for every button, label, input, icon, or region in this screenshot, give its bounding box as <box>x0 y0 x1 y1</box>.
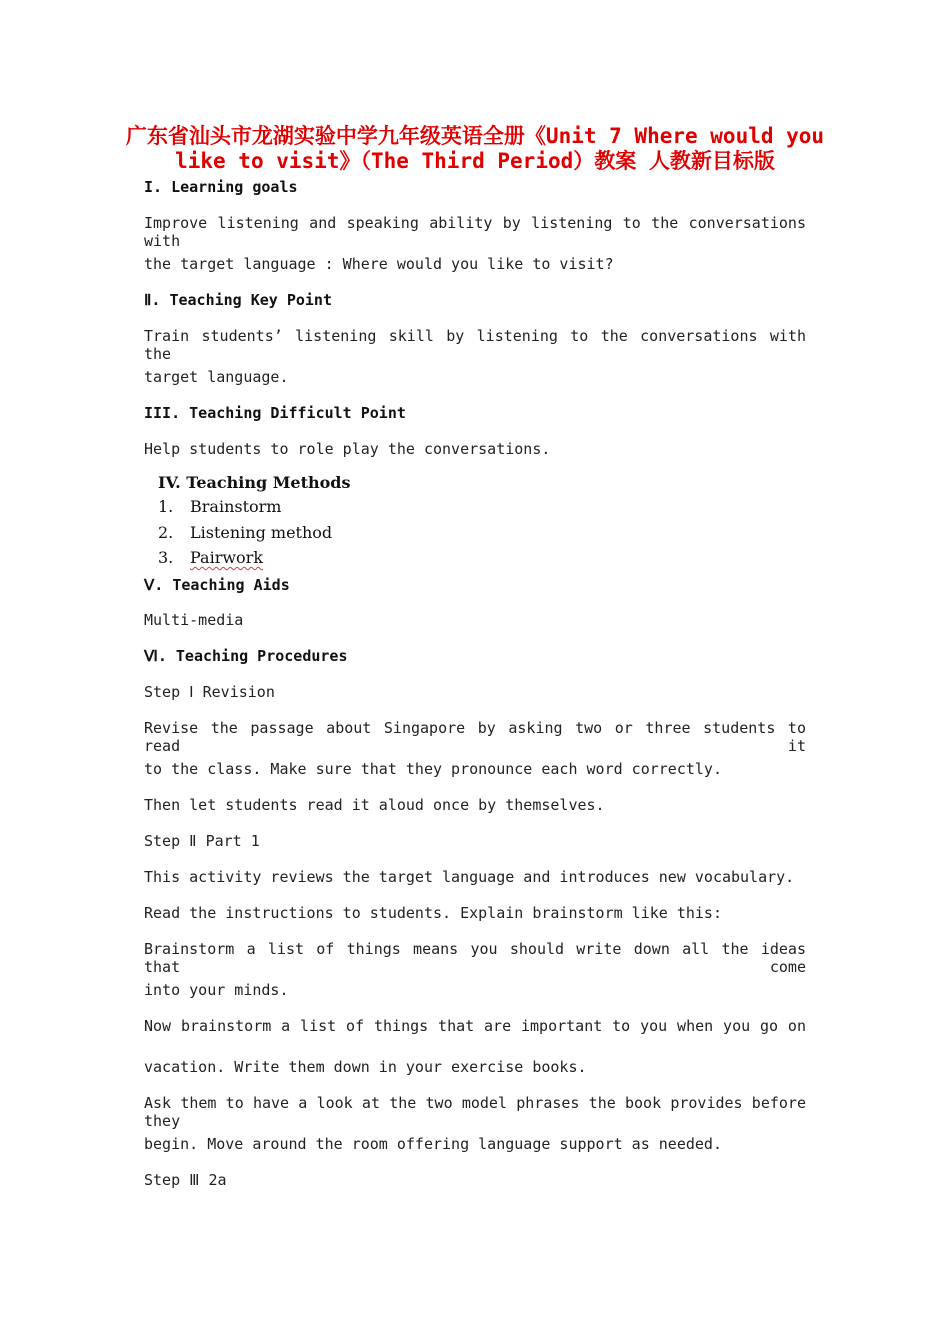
method-item <box>158 549 263 567</box>
step-1-text-2: Then let students read it aloud once by themselves. <box>144 796 605 814</box>
step-1-label: Step Ⅰ Revision <box>144 683 275 701</box>
step-2-text-2: Read the instructions to students. Explain brainstorm like this: <box>144 904 722 922</box>
heading-key-point: Ⅱ. Teaching Key Point <box>144 291 332 309</box>
key-point-text-line2: target language. <box>144 368 289 386</box>
goals-text-line1: Improve listening and speaking ability by listening to the conversations with <box>144 214 806 250</box>
step-2-text-5-line1: Ask them to have a look at the two model phrases the book provides before they <box>144 1094 806 1130</box>
step-3-label: Step Ⅲ 2a <box>144 1171 227 1189</box>
key-point-text-line1: Train students’ listening skill by listening to the conversations with the <box>144 327 806 363</box>
method-item-label: Brainstorm <box>190 497 282 516</box>
heading-teaching-aids: Ⅴ. Teaching Aids <box>144 576 290 594</box>
heading-learning-goals: I. Learning goals <box>144 178 298 196</box>
method-item-number: 1. <box>158 497 174 516</box>
aids-text: Multi-media <box>144 611 244 629</box>
difficult-point-text: Help students to role play the conversations. <box>144 440 551 458</box>
method-item-number: 2. <box>158 523 174 542</box>
method-item <box>158 524 332 542</box>
method-item <box>158 498 281 516</box>
step-1-text-line1: Revise the passage about Singapore by asking two or three students to read it <box>144 719 806 755</box>
step-2-text-4-line2: vacation. Write them down in your exercise books. <box>144 1058 587 1076</box>
step-2-text-3-line2: into your minds. <box>144 981 289 999</box>
page-title: 广东省汕头市龙湖实验中学九年级英语全册《Unit 7 Where would you like to visit》（The Third Period）教案 人教新目标版 <box>125 124 825 173</box>
step-1-text-line2: to the class. Make sure that they pronounce each word correctly. <box>144 760 722 778</box>
method-item-number: 3. <box>158 548 174 567</box>
step-2-text-4-line1: Now brainstorm a list of things that are important to you when you go on <box>144 1017 806 1035</box>
method-item-label: Listening method <box>190 523 333 542</box>
step-2-label: Step Ⅱ Part 1 <box>144 832 260 850</box>
heading-teaching-procedures: Ⅵ. Teaching Procedures <box>144 647 348 665</box>
step-2-text-1: This activity reviews the target language and introduces new vocabulary. <box>144 868 795 886</box>
heading-teaching-methods: IV. Teaching Methods <box>158 473 351 492</box>
heading-difficult-point: III. Teaching Difficult Point <box>144 404 406 422</box>
step-2-text-3-line1: Brainstorm a list of things means you should write down all the ideas that come <box>144 940 806 976</box>
step-2-text-5-line2: begin. Move around the room offering language support as needed. <box>144 1135 722 1153</box>
method-item-label: Pairwork <box>190 548 264 567</box>
goals-text-line2: the target language : Where would you like to visit? <box>144 255 614 273</box>
